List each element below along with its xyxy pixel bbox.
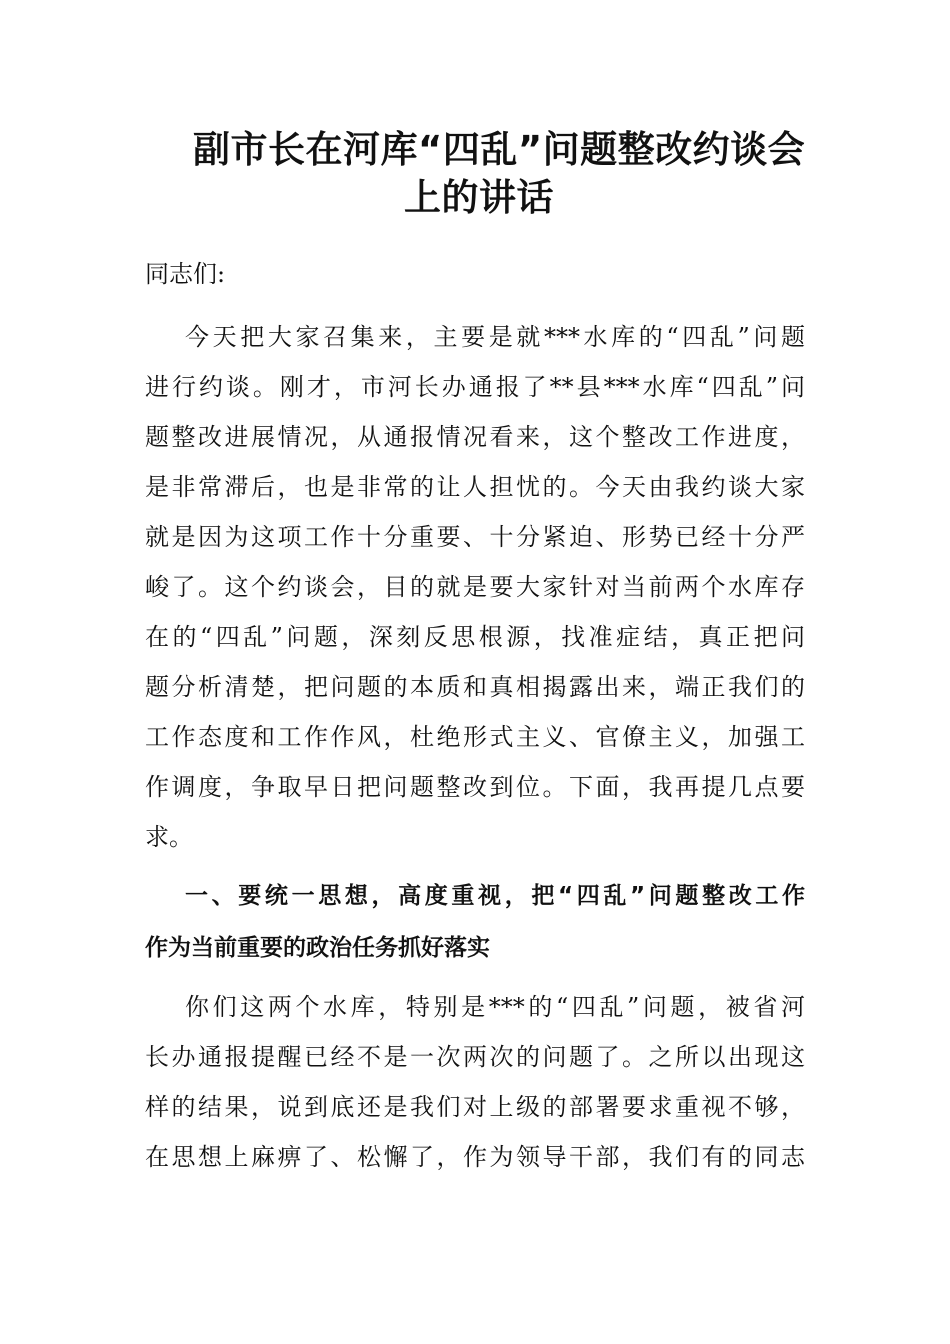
paragraph-line: 在思想上麻痹了、松懈了，作为领导干部，我们有的同志: [145, 1143, 805, 1171]
salutation: 同志们:: [145, 260, 226, 288]
paragraph-line: 是非常滞后，也是非常的让人担忧的。今天由我约谈大家: [145, 473, 805, 501]
document-title-line-1: 副市长在河库“四乱”问题整改约谈会: [193, 128, 806, 171]
paragraph-line: 题整改进展情况，从通报情况看来，这个整改工作进度，: [145, 423, 805, 451]
paragraph-line: 样的结果，说到底还是我们对上级的部署要求重视不够，: [145, 1093, 805, 1121]
heading-line: 作为当前重要的政治任务抓好落实: [145, 935, 490, 961]
paragraph-line: 在的“四乱”问题，深刻反思根源，找准症结，真正把问: [145, 623, 805, 651]
paragraph-line: 进行约谈。刚才，市河长办通报了**县***水库“四乱”问: [145, 373, 805, 401]
paragraph-line: 求。: [145, 823, 193, 851]
document-title-line-2: 上的讲话: [404, 176, 554, 219]
paragraph-line: 今天把大家召集来，主要是就***水库的“四乱”问题: [185, 323, 805, 351]
paragraph-line: 峻了。这个约谈会，目的就是要大家针对当前两个水库存: [145, 573, 805, 601]
section-heading-1: [145, 870, 805, 974]
paragraph-line: 就是因为这项工作十分重要、十分紧迫、形势已经十分严: [145, 523, 805, 551]
paragraph-line: 长办通报提醒已经不是一次两次的问题了。之所以出现这: [145, 1043, 805, 1071]
heading-line: 一、要统一思想，高度重视，把“四乱”问题整改工作: [185, 883, 805, 909]
paragraph-section-1: [145, 982, 805, 1182]
paragraph-intro: [145, 312, 805, 862]
paragraph-line: 题分析清楚，把问题的本质和真相揭露出来，端正我们的: [145, 673, 805, 701]
paragraph-line: 工作态度和工作作风，杜绝形式主义、官僚主义，加强工: [145, 723, 805, 751]
paragraph-line: 你们这两个水库，特别是***的“四乱”问题，被省河: [185, 993, 805, 1021]
paragraph-line: 作调度，争取早日把问题整改到位。下面，我再提几点要: [145, 773, 805, 801]
